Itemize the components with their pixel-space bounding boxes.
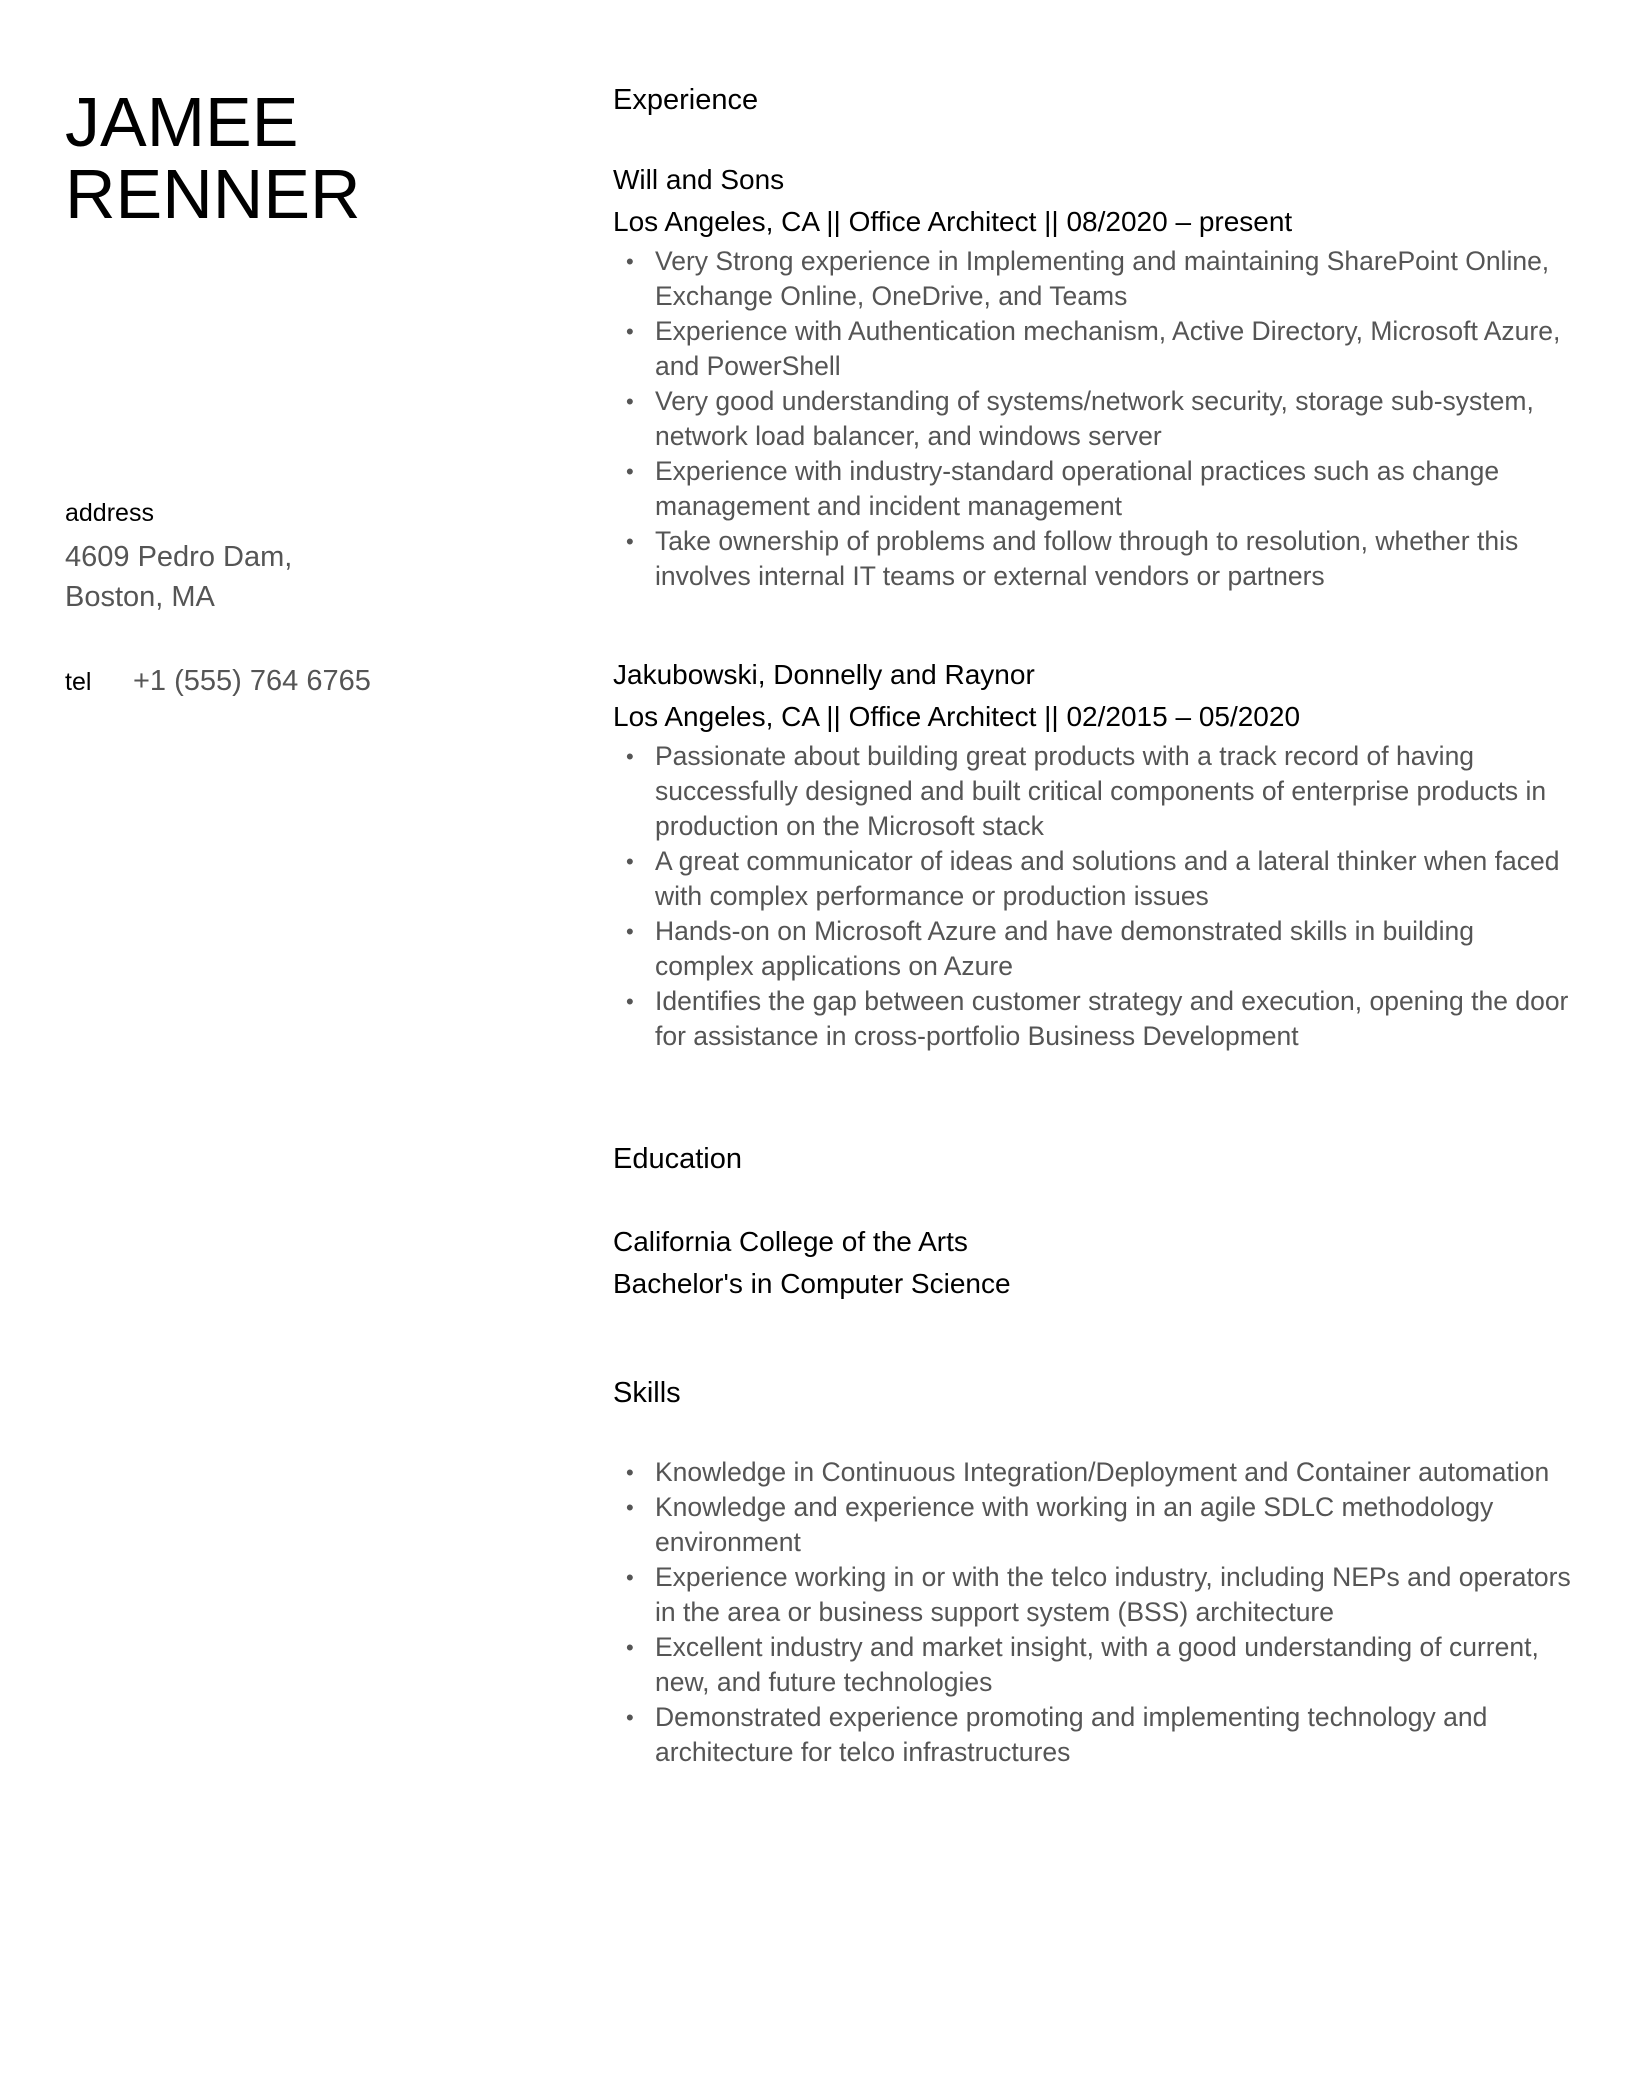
job-meta: Los Angeles, CA || Office Architect || 02/2015 – 05/2020 [613,701,1301,732]
candidate-name [65,83,361,233]
job-bullet: • A great communicator of ideas and solutions and a lateral thinker when faced with complex performance or production issues [613,844,1573,914]
skill-item: • Experience working in or with the telco industry, including NEPs and operators in the area or business support system (BSS) architecture [613,1560,1573,1630]
skill-item: • Demonstrated experience promoting and implementing technology and architecture for telco infrastructures [613,1700,1573,1770]
education-heading: Education [613,1143,742,1175]
address-line-1: 4609 Pedro Dam, [65,541,293,573]
address-label: address [65,499,154,527]
school-name: California College of the Arts [613,1226,968,1257]
job-bullet: • Experience with industry-standard operational practices such as change management and incident management [613,454,1573,524]
skills-entry [613,1455,1573,1770]
skills-list [613,1455,1573,1770]
skill-item: • Knowledge in Continuous Integration/Deployment and Container automation [613,1455,1573,1490]
address-line-2: Boston, MA [65,581,215,613]
job-entry [613,655,1573,1054]
job-company: Jakubowski, Donnelly and Raynor [613,659,1035,690]
first-name: JAMEE [65,83,299,161]
job-bullets [613,244,1573,594]
experience-heading: Experience [613,84,759,116]
job-bullet: • Hands-on on Microsoft Azure and have demonstrated skills in building complex applications on Azure [613,914,1573,984]
job-bullet: • Take ownership of problems and follow through to resolution, whether this involves internal IT teams or external vendors or partners [613,524,1573,594]
telephone-row [65,665,371,698]
tel-value: +1 (555) 764 6765 [133,665,371,697]
job-company: Will and Sons [613,164,785,195]
job-meta: Los Angeles, CA || Office Architect || 08/2020 – present [613,206,1293,237]
skills-heading: Skills [613,1377,681,1409]
last-name: RENNER [65,155,361,233]
tel-label: tel [65,668,92,696]
skill-item: • Excellent industry and market insight, with a good understanding of current, new, and future technologies [613,1630,1573,1700]
skill-item: • Knowledge and experience with working in an agile SDLC methodology environment [613,1490,1573,1560]
education-entry [613,1222,1573,1306]
job-bullet: • Very Strong experience in Implementing and maintaining SharePoint Online, Exchange Online, OneDrive, and Teams [613,244,1573,314]
degree: Bachelor's in Computer Science [613,1268,1011,1299]
job-bullet: • Very good understanding of systems/network security, storage sub-system, network load balancer, and windows server [613,384,1573,454]
job-bullet: • Passionate about building great products with a track record of having successfully designed and built critical components of enterprise products in production on the Microsoft stack [613,739,1573,844]
job-entry [613,160,1573,594]
job-bullet: • Identifies the gap between customer strategy and execution, opening the door for assistance in cross-portfolio Business Development [613,984,1573,1054]
job-bullets [613,739,1573,1054]
address-value [65,537,292,617]
job-bullet: • Experience with Authentication mechanism, Active Directory, Microsoft Azure, and PowerShell [613,314,1573,384]
